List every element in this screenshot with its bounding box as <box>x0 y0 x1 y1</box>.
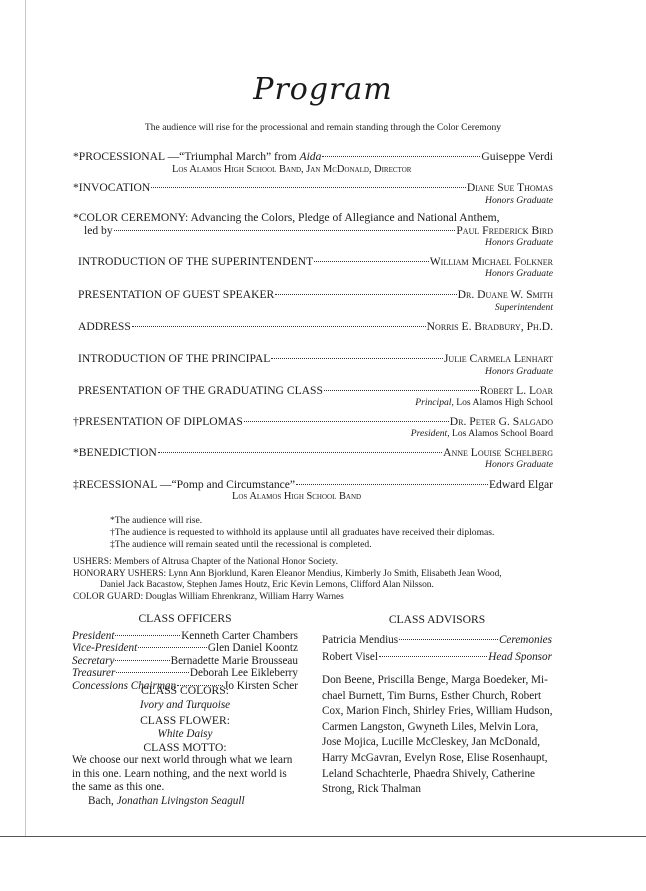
program-item-intro-superintendent <box>78 255 553 268</box>
page-title: Program <box>253 72 393 107</box>
item-label-cont: led by <box>84 224 113 237</box>
item-subtitle: Los Alamos High School Band, Jan McDonald, Director <box>172 164 412 175</box>
dot-leader <box>115 635 180 636</box>
item-label-italic: Aida <box>299 150 322 163</box>
dot-leader <box>322 156 480 157</box>
item-subtitle: Superintendent <box>494 302 553 313</box>
officer-row <box>72 655 298 667</box>
officer-name: Glen Daniel Koontz <box>207 642 298 655</box>
officer-role: President <box>72 630 115 642</box>
item-value: Dr. Peter G. Salgado <box>449 415 553 428</box>
officer-role: Vice-President <box>72 642 138 655</box>
advisor-row <box>322 651 552 663</box>
program-item-diplomas <box>73 415 553 428</box>
class-advisors-heading: CLASS ADVISORS <box>388 613 486 626</box>
program-item-processional <box>73 150 553 163</box>
item-label: INTRODUCTION OF THE SUPERINTENDENT <box>78 255 314 268</box>
officer-row <box>72 630 298 642</box>
officer-name: Jo Kirsten Scher <box>224 679 298 692</box>
honorary-ushers-line-2: Daniel Jack Bacastow, Stephen James Houtz, Eric Kevin Lemons, Clifford Alan Nilsson. <box>100 580 434 590</box>
item-subtitle: Principal, Los Alamos High School <box>415 397 553 408</box>
advisor-role: Ceremonies <box>498 634 552 646</box>
footnote: †The audience is requested to withhold its applause until all graduates have received their diplomas. <box>110 527 495 538</box>
program-item-invocation <box>73 181 553 194</box>
item-value: Norris E. Bradbury, Ph.D. <box>426 320 553 333</box>
item-value: Diane Sue Thomas <box>466 181 553 194</box>
advisor-role: Head Sponsor <box>488 651 552 663</box>
item-subtitle: Honors Graduate <box>485 459 553 470</box>
officer-name: Deborah Lee Eikleberry <box>189 667 298 680</box>
item-value: Dr. Duane W. Smith <box>457 288 553 301</box>
honorary-ushers-line: HONORARY USHERS: Lynn Ann Bjorklund, Karen Eleanor Mendius, Kimberly Jo Smith, Elisabeth Jean Wood, <box>73 569 502 579</box>
dot-leader <box>151 187 466 188</box>
item-label: ADDRESS <box>78 320 131 333</box>
other-advisors-list: Don Beene, Priscilla Benge, Marga Boedeker, Mi- chael Burnett, Tim Burns, Esther Church, Robert Cox, Marion Finch, Shirley Fries, William Hudson, Carmen Langston, Gwyneth Liles, Melvin Lora, Jose Mojica, Lucille McCleskey, Jan McDonald, Harry McGavran, Evelyn Rose, Elise Rosenhaupt, Leland Schachterle, Phaedra Shively, Catherine Strong, Rick Thalman <box>322 674 553 796</box>
item-label: PRESENTATION OF GUEST SPEAKER <box>78 288 275 301</box>
program-item-recessional <box>73 478 553 491</box>
officer-role: Concessions Chairman <box>72 679 177 692</box>
item-label: †PRESENTATION OF DIPLOMAS <box>73 415 243 428</box>
dot-leader <box>138 647 207 648</box>
item-subtitle: Los Alamos High School Band <box>232 491 362 502</box>
item-subtitle: President, Los Alamos School Board <box>410 428 553 439</box>
item-label: PRESENTATION OF THE GRADUATING CLASS <box>78 384 323 397</box>
item-label: *BENEDICTION <box>73 446 157 459</box>
intro-instruction: The audience will rise for the processional and remain standing through the Color Ceremony <box>144 122 502 133</box>
class-officers-heading: CLASS OFFICERS <box>138 612 232 625</box>
dot-leader <box>271 358 443 359</box>
dot-leader <box>399 639 498 640</box>
item-subtitle: Honors Graduate <box>485 268 553 279</box>
class-flower-heading: CLASS FLOWER: <box>140 714 230 727</box>
item-value: Robert L. Loar <box>479 384 553 397</box>
advisor-row <box>322 634 552 646</box>
item-label: INTRODUCTION OF THE PRINCIPAL <box>78 352 271 365</box>
footnote: ‡The audience will remain seated until the recessional is completed. <box>110 539 372 550</box>
advisor-name: Robert Visel <box>322 651 378 663</box>
dot-leader <box>314 261 429 262</box>
item-value: Julie Carmela Lenhart <box>443 352 553 365</box>
class-colors-heading: CLASS COLORS: <box>141 684 229 697</box>
dot-leader <box>244 421 449 422</box>
item-subtitle: Honors Graduate <box>485 366 553 377</box>
footnote: *The audience will rise. <box>110 515 203 526</box>
officer-row <box>72 667 298 679</box>
dot-leader <box>115 660 169 661</box>
dot-leader <box>114 230 456 231</box>
item-subtitle: Honors Graduate <box>485 195 553 206</box>
officer-name: Kenneth Carter Chambers <box>181 630 298 642</box>
officer-row <box>72 642 298 654</box>
ushers-line: USHERS: Members of Altrusa Chapter of the National Honor Society. <box>73 557 338 567</box>
program-item-address <box>78 320 553 333</box>
page-bottom-edge <box>0 836 646 891</box>
class-flower-value: White Daisy <box>157 728 213 740</box>
program-item-intro-principal <box>78 352 553 365</box>
officer-role: Treasurer <box>72 667 116 680</box>
dot-leader <box>379 656 487 657</box>
program-item-benediction <box>73 446 553 459</box>
dot-leader <box>116 672 189 673</box>
dot-leader <box>324 390 479 391</box>
program-item-guest-speaker <box>78 288 553 301</box>
dot-leader <box>296 484 488 485</box>
officer-role: Secretary <box>72 654 115 667</box>
item-value: Guiseppe Verdi <box>481 150 553 163</box>
item-value: Anne Louise Schelberg <box>443 446 553 459</box>
item-subtitle: Honors Graduate <box>485 237 553 248</box>
dot-leader <box>132 326 426 327</box>
dot-leader <box>158 452 442 453</box>
item-label: *PROCESSIONAL —“Triumphal March” from <box>73 150 300 163</box>
class-motto-heading: CLASS MOTTO: <box>143 741 227 754</box>
class-motto-text: We choose our next world through what we learn in this one. Learn nothing, and the next world is the same as this one. <box>72 754 293 794</box>
item-label: *INVOCATION <box>73 181 151 194</box>
class-motto-attribution: Bach, Jonathan Livingston Seagull <box>88 795 245 807</box>
advisor-name: Patricia Mendius <box>322 634 399 646</box>
item-value: Edward Elgar <box>488 478 553 491</box>
dot-leader <box>275 294 456 295</box>
item-value: Paul Frederick Bird <box>456 224 553 237</box>
program-item-color-ceremony <box>84 224 553 237</box>
item-label: *COLOR CEREMONY: Advancing the Colors, Pledge of Allegiance and National Anthem, <box>73 211 500 224</box>
program-item-graduating-class <box>78 384 553 397</box>
officer-name: Bernadette Marie Brousseau <box>170 654 298 667</box>
item-label: ‡RECESSIONAL —“Pomp and Circumstance” <box>73 478 296 491</box>
color-guard-line: COLOR GUARD: Douglas William Ehrenkranz, William Harry Warnes <box>73 592 344 602</box>
item-value: William Michael Folkner <box>429 255 553 268</box>
class-colors-value: Ivory and Turquoise <box>139 699 231 711</box>
